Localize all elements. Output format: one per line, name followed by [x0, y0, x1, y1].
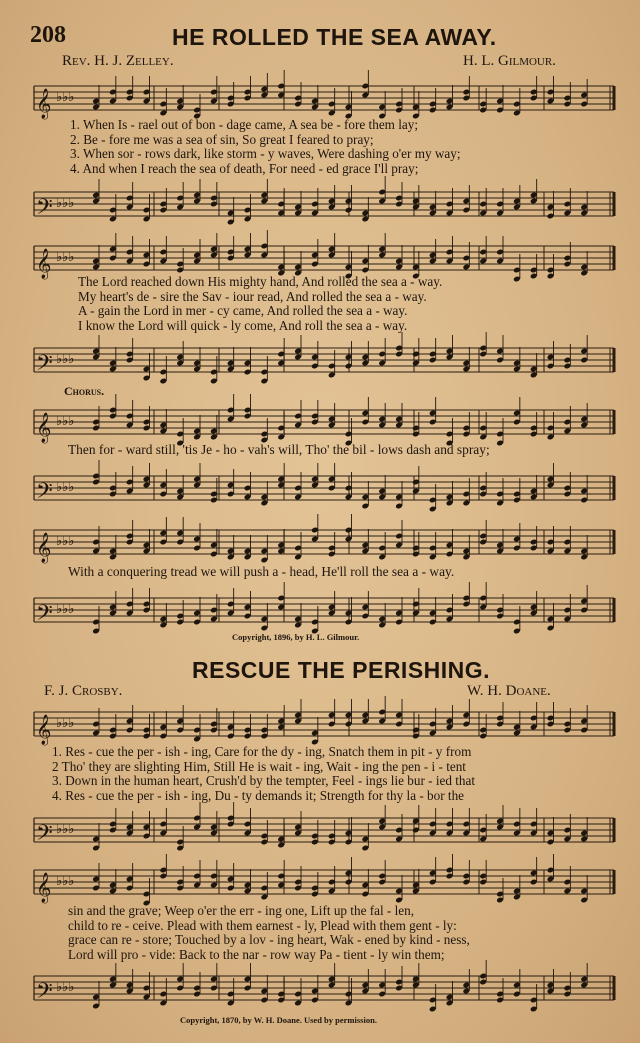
music-staff: [34, 520, 614, 564]
music-staff: [34, 588, 614, 632]
music-staff: [34, 338, 614, 382]
staff-bass-2: [34, 338, 614, 382]
verse-line: 1. Res - cue the per - ish - ing, Care for the dy - ing, Snatch them in pit - y from: [52, 744, 472, 759]
svg-text:𝄞: 𝄞: [36, 413, 52, 443]
verse-line: Lord will pro - vide: Back to the nar - row way Pa - tient - ly win them;: [68, 946, 445, 962]
staff-treble-1: [34, 76, 614, 120]
hymn2-verses-b: [68, 904, 470, 962]
verse-line: grace can re - store; Touched by a lov - ing heart, Wak - ened by kind - ness,: [68, 932, 470, 948]
svg-text:𝄞: 𝄞: [36, 873, 52, 903]
svg-text:♭♭♭: ♭♭♭: [56, 480, 75, 495]
music-staff: [34, 966, 614, 1010]
svg-text:♭♭♭: ♭♭♭: [56, 90, 75, 105]
staff-treble-4: [34, 520, 614, 564]
verse-line: 2. Be - fore me was a sea of sin, So great I feared to pray;: [70, 131, 374, 147]
music-staff: [34, 702, 614, 746]
chorus-label: Chorus.: [64, 384, 105, 398]
verse-line: 1. When Is - rael out of bon - dage came, A sea be - fore them lay;: [70, 117, 418, 132]
page-number: 208: [30, 22, 66, 48]
svg-text:♭♭♭: ♭♭♭: [56, 534, 75, 549]
music-staff: [34, 466, 614, 510]
svg-text:♭♭♭: ♭♭♭: [56, 196, 75, 211]
hymn1-author: Rev. H. J. Zelley.: [62, 53, 174, 69]
svg-text:𝄞: 𝄞: [36, 249, 52, 279]
verse-line: 4. And when I reach the sea of death, For need - ed grace I'll pray;: [70, 160, 419, 176]
svg-text:𝄞: 𝄞: [36, 89, 52, 119]
staff-bass-4: [34, 588, 614, 632]
staff-bass-3: [34, 466, 614, 510]
staff-bass-6: [34, 966, 614, 1010]
chorus-line-1: Then for - ward still, 'tis Je - ho - vah's will, Tho' the bil - lows dash and spray;: [68, 442, 490, 457]
verse-line: 3. When sor - rows dark, like storm - y waves, Were dashing o'er my way;: [70, 146, 461, 162]
svg-text:𝄢: 𝄢: [36, 479, 53, 509]
svg-text:♭♭♭: ♭♭♭: [56, 822, 75, 837]
svg-text:♭♭♭: ♭♭♭: [56, 250, 75, 265]
chorus-line-2: With a conquering tread we will push a - head, He'll roll the sea a - way.: [68, 564, 455, 579]
svg-text:𝄢: 𝄢: [36, 979, 53, 1009]
verse-line: child to re - ceive. Plead with them earnest - ly, Plead with them gent - ly:: [68, 917, 457, 933]
svg-text:♭♭♭: ♭♭♭: [56, 602, 75, 617]
staff-bass-5: [34, 808, 614, 852]
hymn1-verses-a: [70, 118, 461, 176]
staff-bass-1: [34, 182, 614, 226]
svg-text:♭♭♭: ♭♭♭: [56, 716, 75, 731]
music-staff: [34, 76, 614, 120]
staff-treble-5: [34, 702, 614, 746]
hymn2-composer: W. H. Doane.: [467, 683, 551, 699]
verse-line: sin and the grave; Weep o'er the err - ing one, Lift up the fal - len,: [68, 903, 415, 918]
hymn1-copyright: Copyright, 1896, by H. L. Gilmour.: [232, 632, 360, 642]
verse-line: I know the Lord will quick - ly come, And roll the sea a - way.: [78, 317, 408, 333]
svg-text:𝄢: 𝄢: [36, 601, 53, 631]
hymn1-composer: H. L. Gilmour.: [463, 53, 556, 69]
svg-text:𝄞: 𝄞: [36, 533, 52, 563]
svg-text:♭♭♭: ♭♭♭: [56, 980, 75, 995]
music-staff: [34, 808, 614, 852]
hymn2-author: F. J. Crosby.: [44, 683, 123, 699]
staff-treble-6: [34, 860, 614, 904]
svg-text:𝄢: 𝄢: [36, 821, 53, 851]
verse-line: 2 Tho' they are slighting Him, Still He is wait - ing, Wait - ing the pen - i - tent: [52, 758, 466, 774]
hymn1-title: HE ROLLED THE SEA AWAY.: [172, 24, 497, 50]
svg-text:♭♭♭: ♭♭♭: [56, 352, 75, 367]
svg-text:♭♭♭: ♭♭♭: [56, 874, 75, 889]
verse-line: A - gain the Lord in mer - cy came, And rolled the sea a - way.: [78, 303, 408, 319]
hymn2-verses-a: [52, 745, 475, 803]
music-staff: [34, 182, 614, 226]
hymn1-verses-b: [78, 275, 442, 333]
hymn2-copyright: Copyright, 1870, by W. H. Doane. Used by permission.: [180, 1015, 377, 1025]
music-staff: [34, 400, 614, 444]
svg-text:𝄢: 𝄢: [36, 195, 53, 225]
staff-treble-3: [34, 400, 614, 444]
svg-text:♭♭♭: ♭♭♭: [56, 414, 75, 429]
verse-line: My heart's de - sire the Sav - iour read, And rolled the sea a - way.: [78, 288, 427, 304]
verse-line: 4. Res - cue the per - ish - ing, Du - ty demands it; Strength for thy la - bor the: [52, 787, 465, 803]
svg-text:𝄢: 𝄢: [36, 351, 53, 381]
verse-line: 3. Down in the human heart, Crush'd by the tempter, Feel - ings lie bur - ied that: [52, 773, 476, 789]
hymn2-title: RESCUE THE PERISHING.: [192, 657, 491, 683]
verse-line: The Lord reached down His mighty hand, And rolled the sea a - way.: [78, 274, 443, 289]
svg-text:𝄞: 𝄞: [36, 715, 52, 745]
music-staff: [34, 860, 614, 904]
